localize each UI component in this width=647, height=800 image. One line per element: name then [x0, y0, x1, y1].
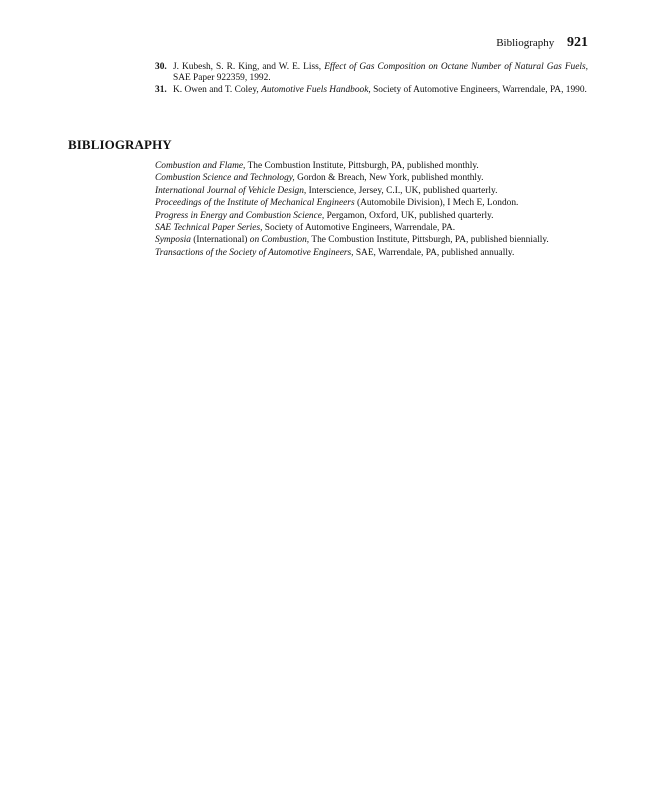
entry-title: Progress in Energy and Combustion Science,	[155, 210, 325, 221]
reference-text	[173, 62, 588, 85]
bibliography-entry	[155, 172, 595, 184]
entry-title: Transactions of the Society of Automotive Engineers,	[155, 247, 354, 258]
section-heading: BIBLIOGRAPHY	[68, 137, 172, 152]
reference-list	[155, 62, 588, 96]
bibliography-entry	[155, 234, 595, 246]
page-number: 921	[567, 35, 588, 50]
reference-number: 31.	[155, 84, 167, 95]
entry-title-roman: (International)	[193, 235, 248, 246]
entry-details: Pergamon, Oxford, UK, published quarterly.	[326, 210, 494, 221]
bibliography-entry	[155, 247, 595, 259]
running-head-title: Bibliography	[496, 37, 555, 49]
entry-title-cont: on Combustion,	[249, 235, 310, 246]
reference-item	[155, 85, 588, 96]
entry-title: International Journal of Vehicle Design,	[155, 185, 307, 196]
reference-title: Automotive Fuels Handbook,	[261, 84, 371, 95]
entry-title: Proceedings of the Institute of Mechanical Engineers	[155, 198, 355, 209]
bibliography-entry	[155, 185, 595, 197]
bibliography-entry	[155, 197, 595, 209]
entry-details: The Combustion Institute, Pittsburgh, PA, published biennially.	[311, 235, 549, 246]
reference-number: 30.	[155, 62, 167, 72]
reference-item	[155, 62, 588, 85]
running-head	[496, 36, 588, 50]
reference-details: Society of Automotive Engineers, Warrendale, PA, 1990.	[373, 84, 587, 95]
reference-authors: J. Kubesh, S. R. King, and W. E. Liss,	[173, 62, 322, 72]
entry-title: Combustion Science and Technology,	[155, 173, 295, 184]
reference-authors: K. Owen and T. Coley,	[173, 84, 259, 95]
bibliography-list	[155, 160, 595, 259]
entry-details: The Combustion Institute, Pittsburgh, PA, published monthly.	[247, 161, 479, 171]
reference-title: Effect of Gas Composition on Octane Number of Natural Gas Fuels,	[324, 62, 589, 72]
bibliography-entry	[155, 160, 595, 172]
entry-details: SAE, Warrendale, PA, published annually.	[355, 247, 515, 258]
bibliography-entry	[155, 222, 595, 234]
entry-title: SAE Technical Paper Series,	[155, 223, 263, 234]
entry-title: Symposia	[155, 235, 191, 246]
reference-text	[173, 85, 588, 96]
entry-title: Combustion and Flame,	[155, 161, 246, 171]
reference-details: SAE Paper 922359, 1992.	[173, 73, 271, 84]
entry-details: (Automobile Division), I Mech E, London.	[356, 198, 519, 209]
entry-details: Gordon & Breach, New York, published monthly.	[297, 173, 484, 184]
entry-details: Interscience, Jersey, C.I., UK, published quarterly.	[308, 185, 498, 196]
entry-details: Society of Automotive Engineers, Warrendale, PA.	[264, 223, 456, 234]
bibliography-entry	[155, 210, 595, 222]
